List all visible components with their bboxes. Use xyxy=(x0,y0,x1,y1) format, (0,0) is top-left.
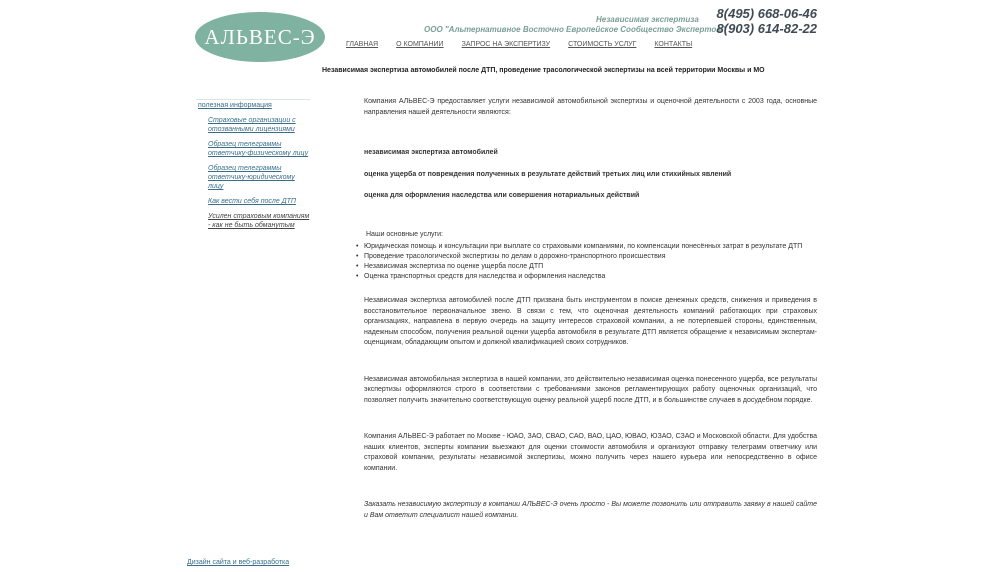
order-note: Заказать независимую экспертизу в компании АЛЬВЕС-Э очень просто - Вы можете позвонить или отправить заявку в нашей сайте и Вам ответит специалист нашей компании. xyxy=(364,501,817,519)
nav-prices[interactable]: СТОИМОСТЬ УСЛУГ xyxy=(568,41,637,48)
sidebar-divider xyxy=(196,99,310,100)
sidebar-link-revoked-licenses[interactable]: Страховые организации с отозванными лицензиями xyxy=(208,117,296,133)
nav-about[interactable]: О КОМПАНИИ xyxy=(396,41,444,48)
sidebar-link-telegram-individual[interactable]: Образец телеграммы ответчику-физическому лицу xyxy=(208,141,309,157)
phone-number-1[interactable]: 8(495) 668-06-46 xyxy=(716,6,817,21)
sidebar-link-telegram-legal[interactable]: Образец телеграммы ответчику-юридическому лицу xyxy=(208,165,295,190)
list-item: • Оценка транспортных средств для наследства и оформления наследства xyxy=(364,272,817,282)
footer-credit-link[interactable]: Дизайн сайта и веб-разработка xyxy=(187,559,290,566)
sidebar-link-insurance-tips[interactable]: Усилен страховым компаниям - как не быть обманутым xyxy=(208,213,310,229)
paragraph-1: Независимая экспертиза автомобилей после ДТП призвана быть инструментом в поиске денежных средств, снижения и приведения в восстановительное первоначальное звено. В связи с тем, что оценочная деятельность компаний работающих при страховых организациях, направлена в первую очередь на защиту интересов страховой компании, а не потерпевшей стороны, единственным, надежным способом, получения реальной оценки ущерба автомобиля в результате ДТП является обращение к независимым экспертам-оценщикам, обладающим опытом и должной квалификацией своих сотрудников. xyxy=(364,297,817,346)
service-title: независимая экспертиза автомобилей xyxy=(364,149,498,156)
service-line-2: оценка для оформления наследства или совершения нотариальных действий xyxy=(364,192,640,199)
list-item: • Независимая экспертиза по оценке ущерба после ДТП xyxy=(364,262,817,272)
main-content xyxy=(364,97,817,521)
services-list-title: Наши основные услуги: xyxy=(366,230,443,238)
header-tagline: Независимая экспертиза xyxy=(596,15,699,24)
nav-home[interactable]: ГЛАВНАЯ xyxy=(346,41,379,48)
services-list xyxy=(364,242,817,282)
nav-contacts[interactable]: КОНТАКТЫ xyxy=(654,41,693,48)
list-item: • Юридическая помощь и консультации при выплате со страховыми компаниями, по компенсации понесённых затрат в результате ДТП xyxy=(364,242,817,252)
company-name: ООО "Альтернативное Восточно Европейское Сообщество Экспертов" xyxy=(424,25,725,34)
sidebar-link-after-accident[interactable]: Как вести себя после ДТП xyxy=(208,198,296,205)
sidebar-heading: полезная информация xyxy=(198,102,272,109)
phone-number-2[interactable]: 8(903) 614-82-22 xyxy=(716,21,817,36)
site-logo[interactable] xyxy=(195,12,325,62)
sidebar xyxy=(198,102,310,236)
paragraph-3: Компания АЛЬВЕС-Э работает по Москве - ЮАО, ЗАО, СВАО, САО, ВАО, ЦАО, ЮВАО, ЮЗАО, СЗАО и Московской области. Для удобства наших клиентов, эксперты компании выезжают для оценки стоимости автомобиля и организуют отправку телеграмм ответчику или страховой компании, результаты независимой экспертизы, можно получить через нашего курьера или непосредственно в офисе компании. xyxy=(364,433,817,472)
nav-request[interactable]: ЗАПРОС НА ЭКСПЕРТИЗУ xyxy=(461,41,551,48)
list-item: • Проведение трасологической экспертизы по делам о дорожно-транспортного происшествия xyxy=(364,252,817,262)
paragraph-2: Независимая автомобильная экспертиза в нашей компании, это действительно независимая оценка понесенного ущерба, все результаты экспертизы оформляются строго в соответствии с требованиями законов регламентирующих работу оценочных организаций, что позволяет получить значительно соответствующую оценку реальной ущерб после ДТП, и в большинстве случаев в досудебном порядке. xyxy=(364,375,817,404)
logo-text: АЛЬВЕС-Э xyxy=(204,24,316,49)
intro-paragraph: Компания АЛЬВЕС-Э предоставляет услуги независимой автомобильной экспертизы и оценочной деятельности с 2003 года, основные направления нашей деятельности являются: xyxy=(364,98,817,116)
main-nav xyxy=(346,41,692,48)
service-line-1: оценка ущерба от повреждения полученных в результате действий третьих лиц или стихийных явлений xyxy=(364,170,732,178)
page-headline: Независимая экспертиза автомобилей после ДТП, проведение трасологической экспертизы на всей территории Москвы и МО xyxy=(322,67,765,74)
